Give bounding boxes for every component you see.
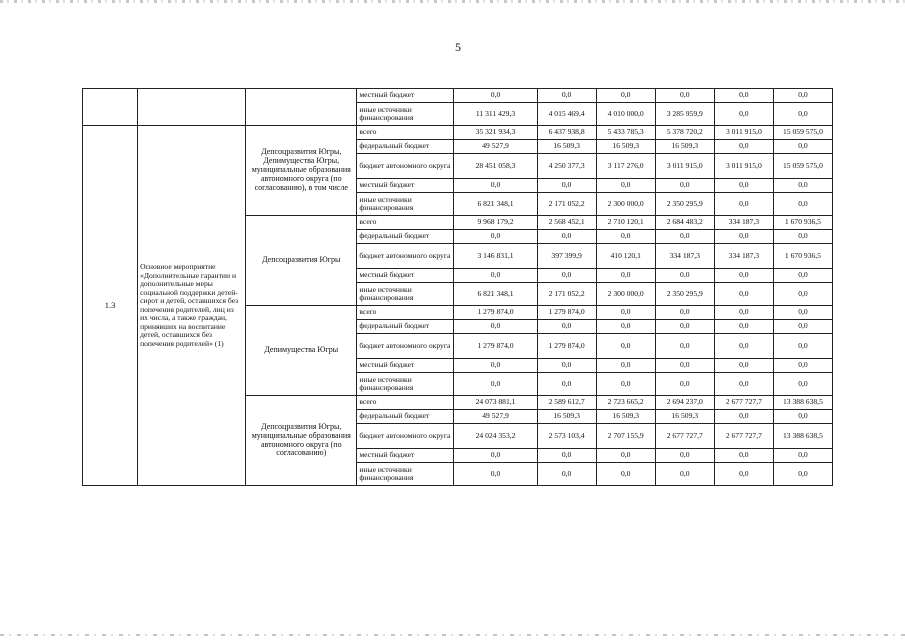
value-cell: 0,0 <box>454 463 537 486</box>
source-cell: бюджет автономного округа <box>357 244 454 269</box>
value-cell: 49 527,9 <box>454 140 537 154</box>
value-cell: 0,0 <box>454 230 537 244</box>
value-cell: 0,0 <box>714 140 773 154</box>
empty-index-cell <box>83 89 138 126</box>
value-cell: 0,0 <box>773 334 832 359</box>
value-cell: 0,0 <box>773 269 832 283</box>
value-cell: 35 321 934,3 <box>454 126 537 140</box>
value-cell: 2 300 000,0 <box>596 283 655 306</box>
value-cell: 0,0 <box>655 269 714 283</box>
value-cell: 0,0 <box>596 334 655 359</box>
value-cell: 0,0 <box>714 230 773 244</box>
source-cell: федеральный бюджет <box>357 320 454 334</box>
value-cell: 0,0 <box>537 179 596 193</box>
value-cell: 0,0 <box>714 463 773 486</box>
value-cell: 0,0 <box>655 373 714 396</box>
source-cell: иные источники финансирования <box>357 283 454 306</box>
value-cell: 3 011 915,0 <box>714 154 773 179</box>
value-cell: 0,0 <box>773 193 832 216</box>
value-cell: 16 509,3 <box>655 140 714 154</box>
empty-executor-cell <box>246 89 357 126</box>
value-cell: 0,0 <box>773 306 832 320</box>
value-cell: 2 171 052,2 <box>537 283 596 306</box>
value-cell: 0,0 <box>655 449 714 463</box>
value-cell: 0,0 <box>596 269 655 283</box>
value-cell: 0,0 <box>773 179 832 193</box>
value-cell: 0,0 <box>714 449 773 463</box>
value-cell: 1 279 874,0 <box>537 334 596 359</box>
value-cell: 2 723 665,2 <box>596 396 655 410</box>
value-cell: 410 120,1 <box>596 244 655 269</box>
value-cell: 0,0 <box>537 373 596 396</box>
value-cell: 16 509,3 <box>537 140 596 154</box>
value-cell: 2 573 103,4 <box>537 424 596 449</box>
value-cell: 0,0 <box>454 373 537 396</box>
value-cell: 0,0 <box>454 320 537 334</box>
scan-edge-top <box>0 0 905 3</box>
value-cell: 3 011 915,0 <box>655 154 714 179</box>
value-cell: 0,0 <box>714 179 773 193</box>
value-cell: 2 568 452,1 <box>537 216 596 230</box>
value-cell: 24 024 353,2 <box>454 424 537 449</box>
source-cell: местный бюджет <box>357 269 454 283</box>
value-cell: 6 821 348,1 <box>454 193 537 216</box>
value-cell: 0,0 <box>537 89 596 103</box>
value-cell: 2 350 295,9 <box>655 193 714 216</box>
value-cell: 0,0 <box>773 230 832 244</box>
value-cell: 0,0 <box>596 179 655 193</box>
value-cell: 16 509,3 <box>596 410 655 424</box>
source-cell: бюджет автономного округа <box>357 154 454 179</box>
value-cell: 0,0 <box>773 89 832 103</box>
value-cell: 0,0 <box>596 449 655 463</box>
value-cell: 0,0 <box>714 193 773 216</box>
value-cell: 0,0 <box>596 89 655 103</box>
scan-edge-bottom <box>0 634 905 636</box>
value-cell: 0,0 <box>537 320 596 334</box>
value-cell: 334 187,3 <box>655 244 714 269</box>
value-cell: 15 059 575,0 <box>773 126 832 140</box>
value-cell: 0,0 <box>655 359 714 373</box>
source-cell: бюджет автономного округа <box>357 334 454 359</box>
source-cell: всего <box>357 306 454 320</box>
value-cell: 0,0 <box>537 230 596 244</box>
value-cell: 0,0 <box>714 334 773 359</box>
value-cell: 2 677 727,7 <box>714 424 773 449</box>
value-cell: 2 589 612,7 <box>537 396 596 410</box>
value-cell: 4 015 469,4 <box>537 103 596 126</box>
source-cell: федеральный бюджет <box>357 230 454 244</box>
value-cell: 6 437 938,8 <box>537 126 596 140</box>
value-cell: 0,0 <box>537 269 596 283</box>
table-row <box>83 89 833 103</box>
value-cell: 334 187,3 <box>714 244 773 269</box>
value-cell: 13 388 638,5 <box>773 396 832 410</box>
value-cell: 0,0 <box>454 449 537 463</box>
value-cell: 0,0 <box>773 449 832 463</box>
value-cell: 0,0 <box>596 373 655 396</box>
value-cell: 0,0 <box>454 269 537 283</box>
value-cell: 0,0 <box>596 230 655 244</box>
source-cell: федеральный бюджет <box>357 140 454 154</box>
value-cell: 4 250 377,3 <box>537 154 596 179</box>
source-cell: местный бюджет <box>357 179 454 193</box>
value-cell: 0,0 <box>714 359 773 373</box>
value-cell: 2 694 237,0 <box>655 396 714 410</box>
source-cell: местный бюджет <box>357 449 454 463</box>
value-cell: 3 146 831,1 <box>454 244 537 269</box>
value-cell: 0,0 <box>537 463 596 486</box>
value-cell: 0,0 <box>773 410 832 424</box>
value-cell: 0,0 <box>773 283 832 306</box>
value-cell: 0,0 <box>655 89 714 103</box>
value-cell: 0,0 <box>655 320 714 334</box>
value-cell: 15 059 575,0 <box>773 154 832 179</box>
value-cell: 3 285 959,9 <box>655 103 714 126</box>
value-cell: 2 300 000,0 <box>596 193 655 216</box>
value-cell: 0,0 <box>596 320 655 334</box>
value-cell: 3 117 276,0 <box>596 154 655 179</box>
source-cell: местный бюджет <box>357 89 454 103</box>
source-cell: местный бюджет <box>357 359 454 373</box>
source-cell: бюджет автономного округа <box>357 424 454 449</box>
executor-cell: Депимущества Югры <box>246 306 357 396</box>
value-cell: 0,0 <box>773 373 832 396</box>
value-cell: 16 509,3 <box>596 140 655 154</box>
source-cell: всего <box>357 396 454 410</box>
table-row <box>83 126 833 140</box>
value-cell: 0,0 <box>655 463 714 486</box>
value-cell: 0,0 <box>714 283 773 306</box>
source-cell: иные источники финансирования <box>357 193 454 216</box>
value-cell: 11 311 429,3 <box>454 103 537 126</box>
item-index: 1.3 <box>83 126 138 486</box>
page-number: 5 <box>455 40 461 54</box>
value-cell: 1 279 874,0 <box>537 306 596 320</box>
value-cell: 2 171 052,2 <box>537 193 596 216</box>
value-cell: 2 677 727,7 <box>714 396 773 410</box>
financing-table <box>82 88 833 486</box>
value-cell: 0,0 <box>454 179 537 193</box>
value-cell: 5 433 785,3 <box>596 126 655 140</box>
executor-cell: Депсоцразвития Югры, Депимущества Югры, муниципальные образования автономного округа (по согласованию), в том числе <box>246 126 357 216</box>
value-cell: 0,0 <box>454 359 537 373</box>
value-cell: 0,0 <box>537 359 596 373</box>
source-cell: иные источники финансирования <box>357 463 454 486</box>
value-cell: 0,0 <box>537 449 596 463</box>
value-cell: 0,0 <box>655 334 714 359</box>
value-cell: 28 451 058,3 <box>454 154 537 179</box>
value-cell: 0,0 <box>714 373 773 396</box>
value-cell: 0,0 <box>773 359 832 373</box>
value-cell: 0,0 <box>773 463 832 486</box>
source-cell: всего <box>357 216 454 230</box>
value-cell: 13 388 638,5 <box>773 424 832 449</box>
value-cell: 6 821 348,1 <box>454 283 537 306</box>
value-cell: 0,0 <box>714 269 773 283</box>
value-cell: 2 677 727,7 <box>655 424 714 449</box>
value-cell: 16 509,3 <box>655 410 714 424</box>
source-cell: федеральный бюджет <box>357 410 454 424</box>
value-cell: 2 350 295,9 <box>655 283 714 306</box>
event-description: Основное мероприятие «Дополнительные гарантии и дополнительные меры социальной поддержки детей-сирот и детей, оставшихся без попечения родителей, лиц из их числа, а также граждан, принявших на воспитание детей, оставшихся без попечения родителей» (1) <box>138 126 246 486</box>
value-cell: 0,0 <box>773 103 832 126</box>
value-cell: 1 670 936,5 <box>773 244 832 269</box>
value-cell: 3 011 915,0 <box>714 126 773 140</box>
value-cell: 0,0 <box>655 230 714 244</box>
source-cell: иные источники финансирования <box>357 103 454 126</box>
value-cell: 1 279 874,0 <box>454 306 537 320</box>
value-cell: 0,0 <box>773 320 832 334</box>
value-cell: 2 707 155,9 <box>596 424 655 449</box>
executor-cell: Депсоцразвития Югры <box>246 216 357 306</box>
value-cell: 0,0 <box>596 463 655 486</box>
value-cell: 0,0 <box>655 179 714 193</box>
value-cell: 16 509,3 <box>537 410 596 424</box>
value-cell: 0,0 <box>714 410 773 424</box>
value-cell: 0,0 <box>454 89 537 103</box>
value-cell: 0,0 <box>655 306 714 320</box>
executor-cell: Депсоцразвития Югры, муниципальные образования автономного округа (по согласованию) <box>246 396 357 486</box>
value-cell: 0,0 <box>714 320 773 334</box>
value-cell: 5 378 720,2 <box>655 126 714 140</box>
value-cell: 397 399,9 <box>537 244 596 269</box>
value-cell: 1 279 874,0 <box>454 334 537 359</box>
empty-event-cell <box>138 89 246 126</box>
value-cell: 0,0 <box>714 89 773 103</box>
value-cell: 0,0 <box>714 306 773 320</box>
value-cell: 2 684 483,2 <box>655 216 714 230</box>
value-cell: 49 527,9 <box>454 410 537 424</box>
source-cell: иные источники финансирования <box>357 373 454 396</box>
value-cell: 334 187,3 <box>714 216 773 230</box>
value-cell: 0,0 <box>773 140 832 154</box>
value-cell: 9 968 179,2 <box>454 216 537 230</box>
value-cell: 0,0 <box>596 306 655 320</box>
value-cell: 0,0 <box>714 103 773 126</box>
value-cell: 1 670 936,5 <box>773 216 832 230</box>
source-cell: всего <box>357 126 454 140</box>
value-cell: 0,0 <box>596 359 655 373</box>
value-cell: 4 010 000,0 <box>596 103 655 126</box>
value-cell: 2 710 120,1 <box>596 216 655 230</box>
value-cell: 24 073 881,1 <box>454 396 537 410</box>
